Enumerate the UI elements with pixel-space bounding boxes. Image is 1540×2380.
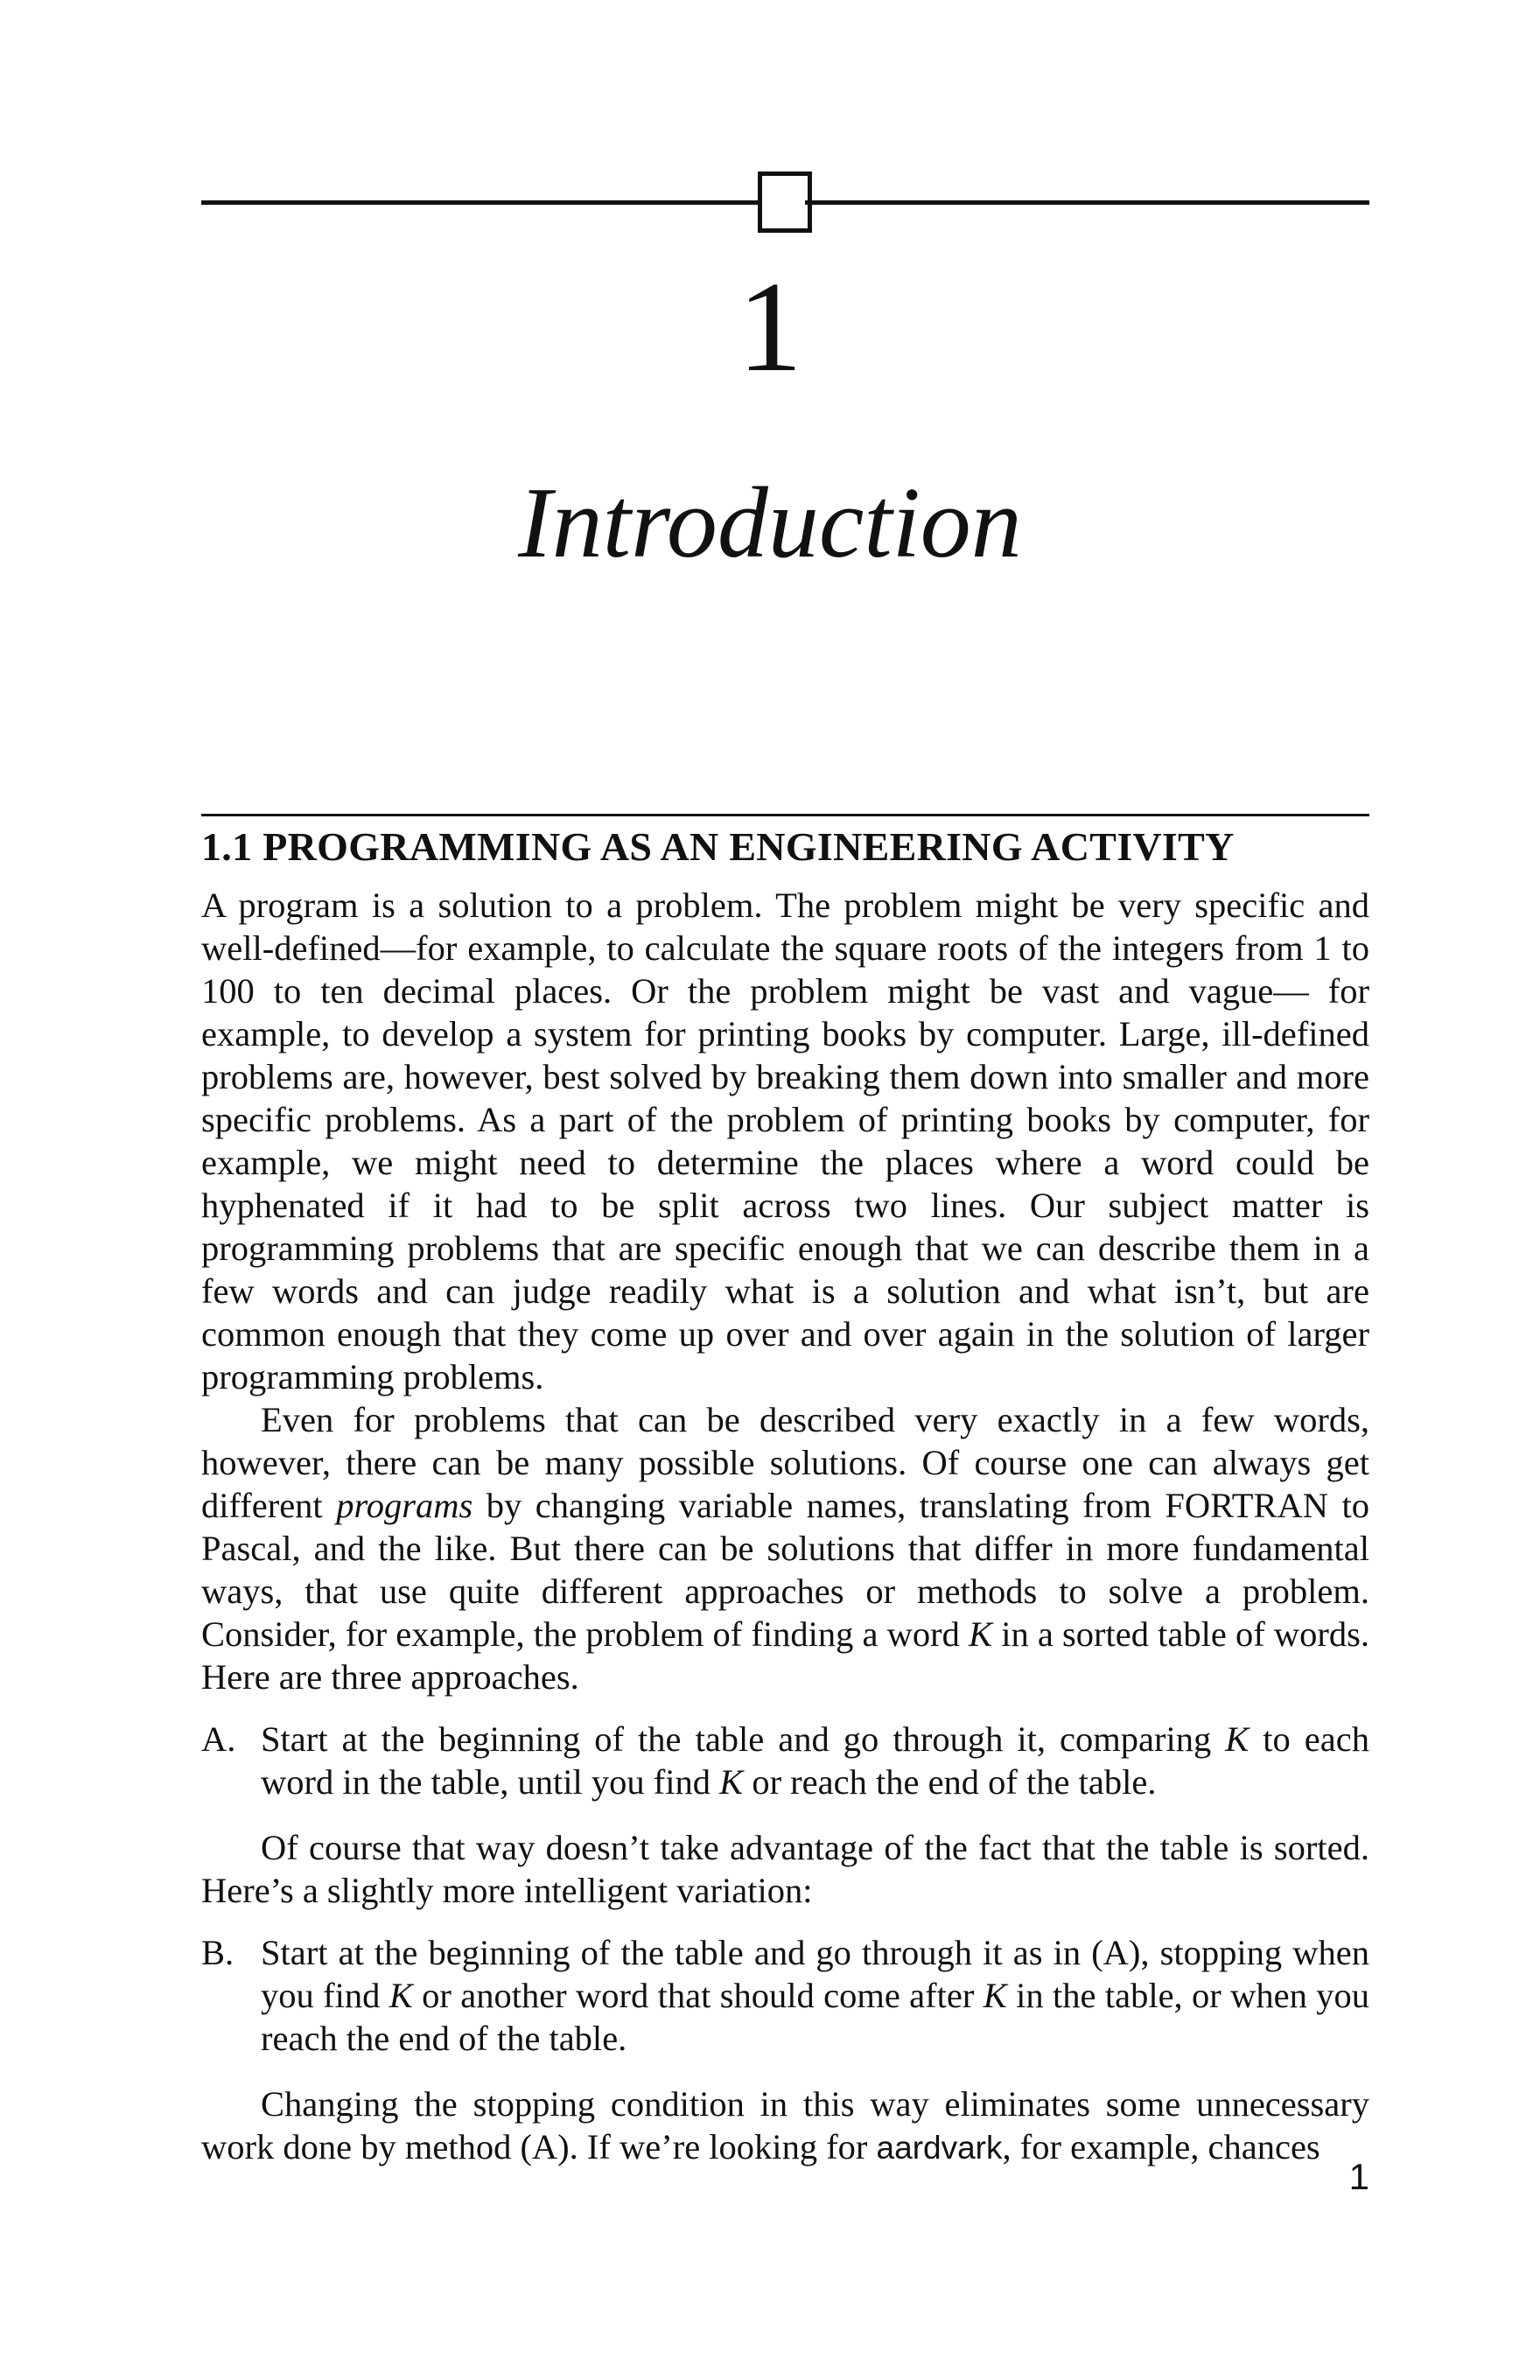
list-item-text: Start at the beginning of the table and go through it, comparing — [261, 1719, 1226, 1759]
list-item-text: or another word that should come after — [412, 1976, 984, 2015]
list-item-label: B. — [201, 1933, 234, 1972]
variable-k: K — [969, 1614, 993, 1654]
paragraph-1: A program is a solution to a problem. The problem might be very specific and well-defined—for example, to calculate the square roots of the integers from 1 to 100 to ten decimal places. Or the problem might be vast and vague— for example, to develop a system for printing books by computer. Large, ill-defined problems are, however, best solved by breaking them down into smaller and more specific problems. As a part of the problem of printing books by computer, for example, we might need to determine the places where a word could be hyphenated if it had to be split across two lines. Our subject matter is programming problems that are specific enough that we can describe them in a few words and can judge readily what is a solution and what isn’t, but are common enough that they come up over and over again in the solution of larger programming problems. — [201, 886, 1369, 1396]
list-item-text: in the table, or when you reach the end of the table. — [261, 1976, 1369, 2058]
variable-k: K — [719, 1762, 744, 1802]
paragraph-3: Of course that way doesn’t take advantage of the fact that the table is sorted. Here’s a slightly more intelligent variation: — [201, 1828, 1369, 1910]
paragraph-4-text-b: , for example, chances — [1002, 2127, 1320, 2166]
paragraph-2 — [201, 1398, 1369, 1698]
list-item-text: or reach the end of the table. — [743, 1762, 1157, 1802]
ornament-square-icon — [758, 172, 812, 233]
list-item-text: Start at the beginning of the table and go through it as in (A), stopping when you find — [261, 1933, 1369, 2015]
page-number: 1 — [1348, 2156, 1369, 2197]
ornament-rule-right — [805, 200, 1369, 205]
paragraph-4-text-a: Changing the stopping condition in this way eliminates some unnecessary work done by method (A). If we’re looking for — [201, 2084, 1369, 2166]
variable-k: K — [1225, 1719, 1250, 1759]
section-rule — [201, 814, 1369, 816]
list-item-b — [201, 1931, 1369, 2060]
list-item-label: A. — [201, 1719, 236, 1759]
ornament-rule-left — [201, 200, 761, 205]
variable-k: K — [983, 1976, 1007, 2015]
code-word: aardvark — [876, 2130, 1003, 2166]
variable-k: K — [388, 1976, 413, 2015]
paragraph-2-text-a: Even for problems that can be described very exactly in a few words, however, there can be many possible solutions. Of course one can always get different — [201, 1400, 1369, 1525]
paragraph-2-text-c: in a sorted table of words. Here are three approaches. — [201, 1614, 1369, 1697]
section-heading: 1.1 PROGRAMMING AS AN ENGINEERING ACTIVITY — [201, 824, 1235, 869]
body-text — [201, 884, 1369, 2169]
chapter-number: 1 — [738, 256, 802, 399]
list-item-a — [201, 1718, 1369, 1803]
list-item-text: to each word in the table, until you find — [261, 1719, 1369, 1802]
paragraph-2-emphasis: programs — [336, 1486, 473, 1525]
chapter-title: Introduction — [518, 467, 1022, 579]
chapter-ornament — [201, 169, 1369, 230]
paragraph-2-text-b: by changing variable names, translating from FORTRAN to Pascal, and the like. But there can be solutions that differ in more fundamental ways, that use quite different approaches or methods to solve a problem. Consider, for example, the problem of finding a word — [201, 1486, 1370, 1654]
